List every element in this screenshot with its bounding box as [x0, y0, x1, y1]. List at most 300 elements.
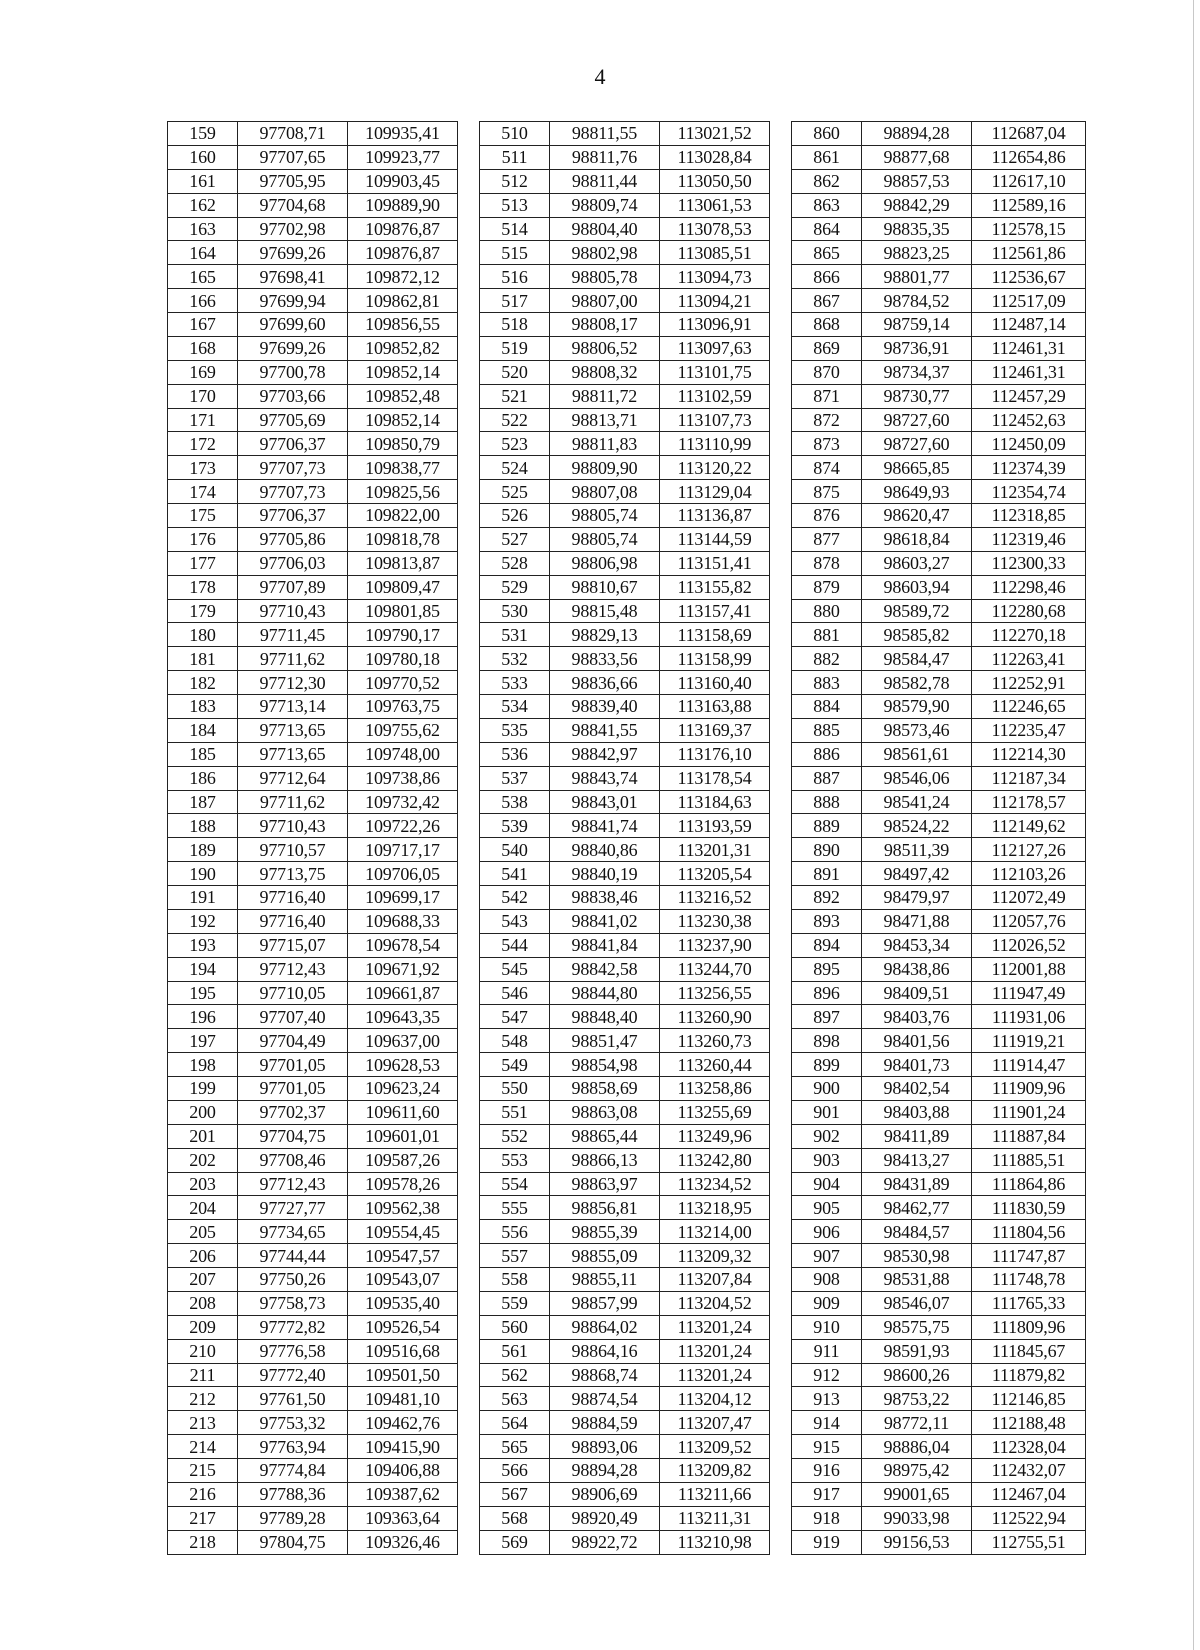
column-separator	[770, 1363, 792, 1387]
x-coordinate-cell: 97774,84	[238, 1459, 348, 1483]
column-separator	[458, 1029, 480, 1053]
table-row	[168, 122, 1086, 146]
x-coordinate-cell: 98805,74	[550, 527, 660, 551]
y-coordinate-cell: 112270,18	[972, 623, 1086, 647]
column-separator	[458, 527, 480, 551]
point-number-cell: 529	[480, 575, 550, 599]
x-coordinate-cell: 98806,98	[550, 551, 660, 575]
table-row	[168, 1291, 1086, 1315]
point-number-cell: 865	[792, 241, 862, 265]
point-number-cell: 558	[480, 1268, 550, 1292]
x-coordinate-cell: 98868,74	[550, 1363, 660, 1387]
x-coordinate-cell: 97713,14	[238, 695, 348, 719]
point-number-cell: 534	[480, 695, 550, 719]
column-separator	[770, 1315, 792, 1339]
column-separator	[458, 1100, 480, 1124]
y-coordinate-cell: 113085,51	[660, 241, 770, 265]
y-coordinate-cell: 109852,14	[348, 360, 458, 384]
point-number-cell: 862	[792, 169, 862, 193]
point-number-cell: 161	[168, 169, 238, 193]
point-number-cell: 917	[792, 1482, 862, 1506]
column-separator	[770, 599, 792, 623]
table-row	[168, 169, 1086, 193]
x-coordinate-cell: 97699,26	[238, 336, 348, 360]
y-coordinate-cell: 112461,31	[972, 360, 1086, 384]
point-number-cell: 547	[480, 1005, 550, 1029]
y-coordinate-cell: 109923,77	[348, 145, 458, 169]
y-coordinate-cell: 109862,81	[348, 289, 458, 313]
column-separator	[770, 313, 792, 337]
table-row	[168, 1124, 1086, 1148]
point-number-cell: 202	[168, 1148, 238, 1172]
point-number-cell: 861	[792, 145, 862, 169]
x-coordinate-cell: 98813,71	[550, 408, 660, 432]
y-coordinate-cell: 112187,34	[972, 766, 1086, 790]
point-number-cell: 882	[792, 647, 862, 671]
table-row	[168, 742, 1086, 766]
x-coordinate-cell: 98531,88	[862, 1268, 972, 1292]
point-number-cell: 889	[792, 814, 862, 838]
y-coordinate-cell: 113242,80	[660, 1148, 770, 1172]
table-row	[168, 193, 1086, 217]
y-coordinate-cell: 109856,55	[348, 313, 458, 337]
x-coordinate-cell: 98922,72	[550, 1530, 660, 1554]
y-coordinate-cell: 109852,14	[348, 408, 458, 432]
y-coordinate-cell: 112318,85	[972, 504, 1086, 528]
x-coordinate-cell: 98843,01	[550, 790, 660, 814]
point-number-cell: 569	[480, 1530, 550, 1554]
y-coordinate-cell: 111885,51	[972, 1148, 1086, 1172]
point-number-cell: 204	[168, 1196, 238, 1220]
y-coordinate-cell: 111830,59	[972, 1196, 1086, 1220]
y-coordinate-cell: 112319,46	[972, 527, 1086, 551]
x-coordinate-cell: 98573,46	[862, 718, 972, 742]
column-separator	[458, 1530, 480, 1554]
x-coordinate-cell: 98920,49	[550, 1506, 660, 1530]
page-number: 4	[594, 64, 606, 89]
column-separator	[458, 360, 480, 384]
point-number-cell: 201	[168, 1124, 238, 1148]
x-coordinate-cell: 98851,47	[550, 1029, 660, 1053]
point-number-cell: 880	[792, 599, 862, 623]
y-coordinate-cell: 113021,52	[660, 122, 770, 146]
point-number-cell: 915	[792, 1435, 862, 1459]
y-coordinate-cell: 112127,26	[972, 838, 1086, 862]
x-coordinate-cell: 98906,69	[550, 1482, 660, 1506]
point-number-cell: 189	[168, 838, 238, 862]
x-coordinate-cell: 98886,04	[862, 1435, 972, 1459]
point-number-cell: 897	[792, 1005, 862, 1029]
x-coordinate-cell: 98584,47	[862, 647, 972, 671]
point-number-cell: 538	[480, 790, 550, 814]
y-coordinate-cell: 112687,04	[972, 122, 1086, 146]
y-coordinate-cell: 109825,56	[348, 480, 458, 504]
table-row	[168, 1482, 1086, 1506]
point-number-cell: 907	[792, 1244, 862, 1268]
point-number-cell: 520	[480, 360, 550, 384]
x-coordinate-cell: 97703,66	[238, 384, 348, 408]
point-number-cell: 539	[480, 814, 550, 838]
point-number-cell: 211	[168, 1363, 238, 1387]
table-row	[168, 790, 1086, 814]
y-coordinate-cell: 111931,06	[972, 1005, 1086, 1029]
y-coordinate-cell: 113144,59	[660, 527, 770, 551]
y-coordinate-cell: 109501,50	[348, 1363, 458, 1387]
table-row	[168, 1077, 1086, 1101]
x-coordinate-cell: 98585,82	[862, 623, 972, 647]
point-number-cell: 886	[792, 742, 862, 766]
point-number-cell: 860	[792, 122, 862, 146]
x-coordinate-cell: 98807,08	[550, 480, 660, 504]
table-row	[168, 456, 1086, 480]
point-number-cell: 535	[480, 718, 550, 742]
x-coordinate-cell: 98840,19	[550, 862, 660, 886]
x-coordinate-cell: 97763,94	[238, 1435, 348, 1459]
column-separator	[458, 695, 480, 719]
x-coordinate-cell: 98811,76	[550, 145, 660, 169]
y-coordinate-cell: 113201,24	[660, 1315, 770, 1339]
column-separator	[458, 1172, 480, 1196]
x-coordinate-cell: 97753,32	[238, 1411, 348, 1435]
y-coordinate-cell: 109516,68	[348, 1339, 458, 1363]
column-separator	[458, 336, 480, 360]
table-row	[168, 145, 1086, 169]
table-row	[168, 1363, 1086, 1387]
point-number-cell: 914	[792, 1411, 862, 1435]
point-number-cell: 560	[480, 1315, 550, 1339]
point-number-cell: 537	[480, 766, 550, 790]
x-coordinate-cell: 98841,02	[550, 909, 660, 933]
table-row	[168, 981, 1086, 1005]
y-coordinate-cell: 109903,45	[348, 169, 458, 193]
y-coordinate-cell: 113110,99	[660, 432, 770, 456]
point-number-cell: 215	[168, 1459, 238, 1483]
y-coordinate-cell: 113209,52	[660, 1435, 770, 1459]
point-number-cell: 169	[168, 360, 238, 384]
y-coordinate-cell: 109852,48	[348, 384, 458, 408]
point-number-cell: 166	[168, 289, 238, 313]
y-coordinate-cell: 112026,52	[972, 933, 1086, 957]
table-row	[168, 217, 1086, 241]
table-row	[168, 1459, 1086, 1483]
point-number-cell: 213	[168, 1411, 238, 1435]
y-coordinate-cell: 112522,94	[972, 1506, 1086, 1530]
table-row	[168, 1268, 1086, 1292]
y-coordinate-cell: 109628,53	[348, 1053, 458, 1077]
column-separator	[770, 623, 792, 647]
x-coordinate-cell: 98842,58	[550, 957, 660, 981]
column-separator	[770, 432, 792, 456]
column-separator	[458, 432, 480, 456]
point-number-cell: 563	[480, 1387, 550, 1411]
point-number-cell: 182	[168, 671, 238, 695]
x-coordinate-cell: 98833,56	[550, 647, 660, 671]
x-coordinate-cell: 97699,26	[238, 241, 348, 265]
y-coordinate-cell: 113218,95	[660, 1196, 770, 1220]
x-coordinate-cell: 98479,97	[862, 886, 972, 910]
point-number-cell: 557	[480, 1244, 550, 1268]
point-number-cell: 554	[480, 1172, 550, 1196]
column-separator	[770, 695, 792, 719]
table-row	[168, 599, 1086, 623]
x-coordinate-cell: 97698,41	[238, 265, 348, 289]
y-coordinate-cell: 111947,49	[972, 981, 1086, 1005]
y-coordinate-cell: 109554,45	[348, 1220, 458, 1244]
x-coordinate-cell: 98841,74	[550, 814, 660, 838]
x-coordinate-cell: 98618,84	[862, 527, 972, 551]
point-number-cell: 872	[792, 408, 862, 432]
x-coordinate-cell: 98858,69	[550, 1077, 660, 1101]
column-separator	[458, 623, 480, 647]
y-coordinate-cell: 112536,67	[972, 265, 1086, 289]
y-coordinate-cell: 112252,91	[972, 671, 1086, 695]
x-coordinate-cell: 97713,65	[238, 718, 348, 742]
column-separator	[770, 1530, 792, 1554]
column-separator	[458, 384, 480, 408]
y-coordinate-cell: 109872,12	[348, 265, 458, 289]
x-coordinate-cell: 97702,98	[238, 217, 348, 241]
table-row	[168, 695, 1086, 719]
y-coordinate-cell: 113207,47	[660, 1411, 770, 1435]
x-coordinate-cell: 97705,69	[238, 408, 348, 432]
x-coordinate-cell: 97710,05	[238, 981, 348, 1005]
point-number-cell: 864	[792, 217, 862, 241]
column-separator	[458, 1315, 480, 1339]
column-separator	[770, 1482, 792, 1506]
x-coordinate-cell: 98841,55	[550, 718, 660, 742]
y-coordinate-cell: 113151,41	[660, 551, 770, 575]
y-coordinate-cell: 111748,78	[972, 1268, 1086, 1292]
point-number-cell: 173	[168, 456, 238, 480]
x-coordinate-cell: 97716,40	[238, 909, 348, 933]
column-separator	[458, 671, 480, 695]
y-coordinate-cell: 112146,85	[972, 1387, 1086, 1411]
y-coordinate-cell: 112280,68	[972, 599, 1086, 623]
table-row	[168, 289, 1086, 313]
y-coordinate-cell: 109738,86	[348, 766, 458, 790]
point-number-cell: 203	[168, 1172, 238, 1196]
column-separator	[770, 838, 792, 862]
point-number-cell: 209	[168, 1315, 238, 1339]
point-number-cell: 900	[792, 1077, 862, 1101]
table-row	[168, 1148, 1086, 1172]
table-row	[168, 766, 1086, 790]
column-separator	[770, 289, 792, 313]
x-coordinate-cell: 98411,89	[862, 1124, 972, 1148]
y-coordinate-cell: 112300,33	[972, 551, 1086, 575]
x-coordinate-cell: 97712,43	[238, 957, 348, 981]
y-coordinate-cell: 113094,21	[660, 289, 770, 313]
column-separator	[770, 1148, 792, 1172]
point-number-cell: 514	[480, 217, 550, 241]
column-separator	[458, 504, 480, 528]
y-coordinate-cell: 113211,31	[660, 1506, 770, 1530]
y-coordinate-cell: 109415,90	[348, 1435, 458, 1459]
y-coordinate-cell: 113260,73	[660, 1029, 770, 1053]
y-coordinate-cell: 113102,59	[660, 384, 770, 408]
x-coordinate-cell: 98848,40	[550, 1005, 660, 1029]
x-coordinate-cell: 98431,89	[862, 1172, 972, 1196]
x-coordinate-cell: 98805,74	[550, 504, 660, 528]
y-coordinate-cell: 109526,54	[348, 1315, 458, 1339]
table-row	[168, 504, 1086, 528]
column-separator	[770, 1077, 792, 1101]
point-number-cell: 881	[792, 623, 862, 647]
column-separator	[770, 504, 792, 528]
x-coordinate-cell: 98546,07	[862, 1291, 972, 1315]
x-coordinate-cell: 97712,43	[238, 1172, 348, 1196]
x-coordinate-cell: 97789,28	[238, 1506, 348, 1530]
x-coordinate-cell: 98772,11	[862, 1411, 972, 1435]
x-coordinate-cell: 98809,74	[550, 193, 660, 217]
x-coordinate-cell: 98603,27	[862, 551, 972, 575]
y-coordinate-cell: 113211,66	[660, 1482, 770, 1506]
point-number-cell: 903	[792, 1148, 862, 1172]
table-row	[168, 1196, 1086, 1220]
point-number-cell: 553	[480, 1148, 550, 1172]
column-separator	[458, 1148, 480, 1172]
x-coordinate-cell: 97706,37	[238, 504, 348, 528]
x-coordinate-cell: 97707,89	[238, 575, 348, 599]
y-coordinate-cell: 109688,33	[348, 909, 458, 933]
column-separator	[770, 1387, 792, 1411]
x-coordinate-cell: 97713,75	[238, 862, 348, 886]
x-coordinate-cell: 98857,53	[862, 169, 972, 193]
column-separator	[770, 1459, 792, 1483]
x-coordinate-cell: 98649,93	[862, 480, 972, 504]
y-coordinate-cell: 113184,63	[660, 790, 770, 814]
table-row	[168, 718, 1086, 742]
column-separator	[458, 265, 480, 289]
y-coordinate-cell: 112072,49	[972, 886, 1086, 910]
x-coordinate-cell: 97710,43	[238, 814, 348, 838]
x-coordinate-cell: 98403,88	[862, 1100, 972, 1124]
table-row	[168, 432, 1086, 456]
y-coordinate-cell: 113136,87	[660, 504, 770, 528]
point-number-cell: 519	[480, 336, 550, 360]
x-coordinate-cell: 97704,49	[238, 1029, 348, 1053]
column-separator	[770, 408, 792, 432]
column-separator	[770, 456, 792, 480]
column-separator	[770, 766, 792, 790]
table-row	[168, 480, 1086, 504]
table-row	[168, 241, 1086, 265]
y-coordinate-cell: 112461,31	[972, 336, 1086, 360]
y-coordinate-cell: 113249,96	[660, 1124, 770, 1148]
x-coordinate-cell: 98811,55	[550, 122, 660, 146]
point-number-cell: 523	[480, 432, 550, 456]
column-separator	[770, 1506, 792, 1530]
column-separator	[458, 790, 480, 814]
y-coordinate-cell: 109611,60	[348, 1100, 458, 1124]
y-coordinate-cell: 109543,07	[348, 1268, 458, 1292]
column-separator	[458, 169, 480, 193]
table-row	[168, 1506, 1086, 1530]
point-number-cell: 566	[480, 1459, 550, 1483]
column-separator	[458, 217, 480, 241]
x-coordinate-cell: 98838,46	[550, 886, 660, 910]
point-number-cell: 172	[168, 432, 238, 456]
x-coordinate-cell: 97708,46	[238, 1148, 348, 1172]
y-coordinate-cell: 113209,32	[660, 1244, 770, 1268]
point-number-cell: 208	[168, 1291, 238, 1315]
column-separator	[770, 122, 792, 146]
x-coordinate-cell: 98603,94	[862, 575, 972, 599]
x-coordinate-cell: 99033,98	[862, 1506, 972, 1530]
y-coordinate-cell: 113214,00	[660, 1220, 770, 1244]
x-coordinate-cell: 98807,00	[550, 289, 660, 313]
column-separator	[770, 1411, 792, 1435]
point-number-cell: 550	[480, 1077, 550, 1101]
table-row	[168, 1172, 1086, 1196]
point-number-cell: 165	[168, 265, 238, 289]
y-coordinate-cell: 113207,84	[660, 1268, 770, 1292]
point-number-cell: 181	[168, 647, 238, 671]
point-number-cell: 879	[792, 575, 862, 599]
y-coordinate-cell: 113028,84	[660, 145, 770, 169]
point-number-cell: 526	[480, 504, 550, 528]
y-coordinate-cell: 113163,88	[660, 695, 770, 719]
point-number-cell: 192	[168, 909, 238, 933]
y-coordinate-cell: 109406,88	[348, 1459, 458, 1483]
table-row	[168, 551, 1086, 575]
point-number-cell: 194	[168, 957, 238, 981]
y-coordinate-cell: 112457,29	[972, 384, 1086, 408]
point-number-cell: 883	[792, 671, 862, 695]
point-number-cell: 207	[168, 1268, 238, 1292]
column-separator	[770, 1220, 792, 1244]
x-coordinate-cell: 97702,37	[238, 1100, 348, 1124]
x-coordinate-cell: 98727,60	[862, 432, 972, 456]
point-number-cell: 869	[792, 336, 862, 360]
x-coordinate-cell: 98863,97	[550, 1172, 660, 1196]
y-coordinate-cell: 113216,52	[660, 886, 770, 910]
point-number-cell: 893	[792, 909, 862, 933]
x-coordinate-cell: 98401,56	[862, 1029, 972, 1053]
x-coordinate-cell: 97699,94	[238, 289, 348, 313]
column-separator	[458, 575, 480, 599]
x-coordinate-cell: 97700,78	[238, 360, 348, 384]
point-number-cell: 876	[792, 504, 862, 528]
column-separator	[770, 862, 792, 886]
y-coordinate-cell: 109671,92	[348, 957, 458, 981]
column-separator	[770, 1435, 792, 1459]
x-coordinate-cell: 98402,54	[862, 1077, 972, 1101]
column-separator	[458, 1291, 480, 1315]
point-number-cell: 536	[480, 742, 550, 766]
y-coordinate-cell: 109462,76	[348, 1411, 458, 1435]
table-row	[168, 647, 1086, 671]
point-number-cell: 532	[480, 647, 550, 671]
point-number-cell: 546	[480, 981, 550, 1005]
y-coordinate-cell: 113101,75	[660, 360, 770, 384]
point-number-cell: 567	[480, 1482, 550, 1506]
y-coordinate-cell: 112654,86	[972, 145, 1086, 169]
point-number-cell: 545	[480, 957, 550, 981]
column-separator	[458, 1124, 480, 1148]
x-coordinate-cell: 98856,81	[550, 1196, 660, 1220]
point-number-cell: 525	[480, 480, 550, 504]
x-coordinate-cell: 98759,14	[862, 313, 972, 337]
x-coordinate-cell: 97788,36	[238, 1482, 348, 1506]
coordinates-table	[167, 121, 1086, 1555]
column-separator	[770, 742, 792, 766]
point-number-cell: 159	[168, 122, 238, 146]
column-separator	[770, 909, 792, 933]
x-coordinate-cell: 98802,98	[550, 241, 660, 265]
column-separator	[770, 336, 792, 360]
point-number-cell: 527	[480, 527, 550, 551]
